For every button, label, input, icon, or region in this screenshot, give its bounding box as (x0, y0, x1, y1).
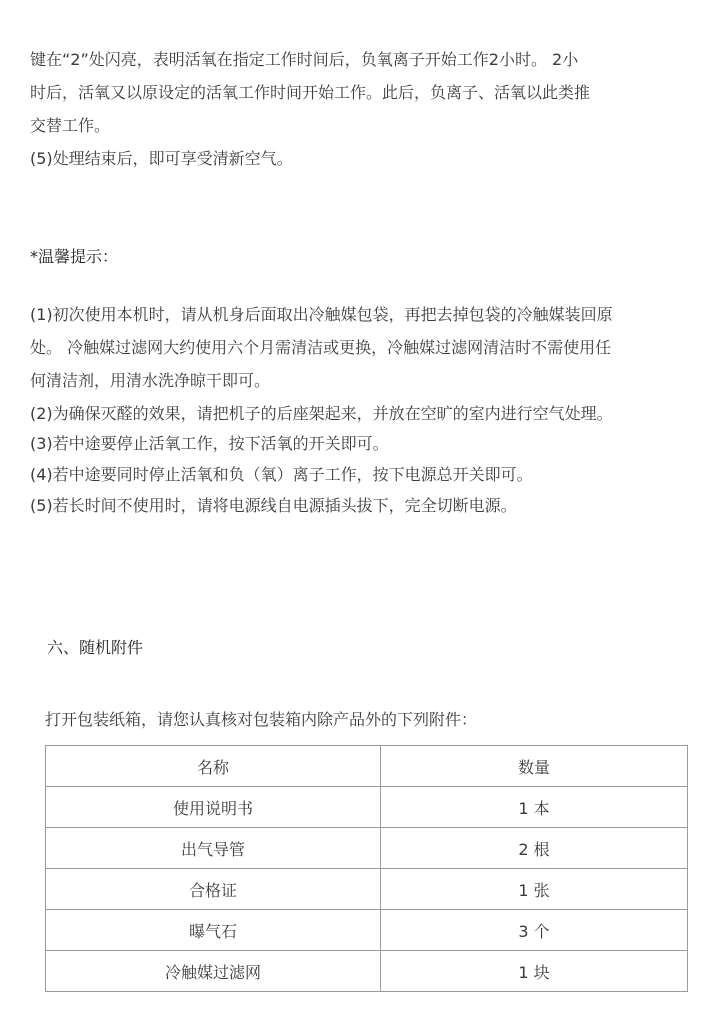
table-row (46, 910, 688, 951)
column-header-quantity: 数量 (381, 746, 688, 787)
item-name: 出气导管 (46, 828, 381, 869)
tip-line: 何清洁剂，用清水洗净晾干即可。 (30, 371, 271, 390)
item-name: 合格证 (46, 869, 381, 910)
table-header-row (46, 746, 688, 787)
table-row (46, 869, 688, 910)
tips-title: *温馨提示： (30, 247, 119, 266)
tip-line: (4)若中途要同时停止活氧和负（氧）离子工作，按下电源总开关即可。 (30, 465, 533, 484)
item-name: 冷触媒过滤网 (46, 951, 381, 992)
item-quantity: 3 个 (381, 910, 688, 951)
item-quantity: 1 张 (381, 869, 688, 910)
item-quantity: 1 块 (381, 951, 688, 992)
table-row (46, 828, 688, 869)
paragraph-line: 时后，活氧又以原设定的活氧工作时间开始工作。此后，负离子、活氧以此类推 (30, 83, 591, 102)
paragraph-line: 交替工作。 (30, 116, 111, 135)
paragraph-line: (5)处理结束后，即可享受清新空气。 (30, 149, 293, 168)
tip-line: (5)若长时间不使用时，请将电源线自电源插头拔下，完全切断电源。 (30, 496, 517, 515)
item-quantity: 1 本 (381, 787, 688, 828)
column-header-name: 名称 (46, 746, 381, 787)
item-name: 使用说明书 (46, 787, 381, 828)
paragraph-line: 键在“2”处闪亮，表明活氧在指定工作时间后，负氧离子开始工作2小时。 2小 (30, 50, 579, 69)
accessories-table (45, 745, 688, 992)
tip-line: (1)初次使用本机时，请从机身后面取出冷触媒包袋，再把去掉包袋的冷触媒装回原 (30, 305, 613, 324)
accessories-title: 六、随机附件 (47, 638, 144, 657)
table-row (46, 787, 688, 828)
accessories-intro: 打开包装纸箱，请您认真核对包装箱内除产品外的下列附件： (45, 710, 478, 729)
table-row (46, 951, 688, 992)
tip-line: (2)为确保灭醛的效果，请把机子的后座架起来，并放在空旷的室内进行空气处理。 (30, 404, 613, 423)
item-name: 曝气石 (46, 910, 381, 951)
item-quantity: 2 根 (381, 828, 688, 869)
tip-line: 处。 冷触媒过滤网大约使用六个月需清洁或更换，冷触媒过滤网清洁时不需使用任 (30, 338, 612, 357)
tip-line: (3)若中途要停止活氧工作，按下活氧的开关即可。 (30, 434, 389, 453)
